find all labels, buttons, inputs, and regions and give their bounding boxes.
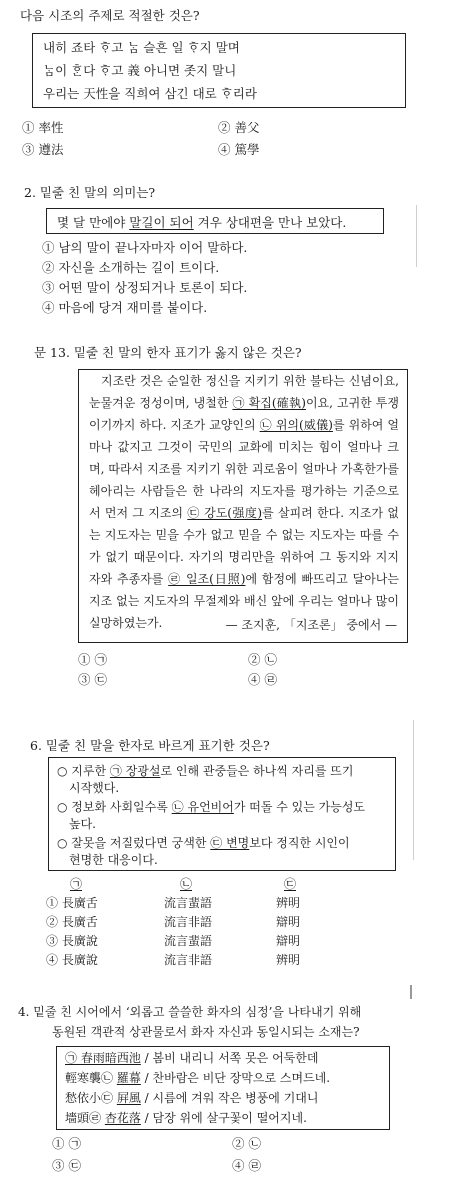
q13-option-1[interactable]: ① ㉠ [78, 652, 107, 667]
q6-bullet-1-cont: 시작했다. [69, 781, 120, 795]
col-header-b: ㉡ [180, 877, 193, 891]
q13-option-4[interactable]: ④ ㉣ [248, 672, 277, 687]
question-1-stem: 다음 시조의 주제로 적절한 것은? [20, 8, 200, 23]
question-4-stem-line-1: 4. 밑줄 친 시어에서 ‘외롭고 쓸쓸한 화자의 심정’을 나타내기 위해 [18, 1005, 362, 1019]
q6-option-3[interactable]: ③ 長廣說 [46, 934, 98, 948]
q6-option-1[interactable]: ① 長廣舌 [46, 896, 98, 910]
question-4-stem-line-2: 동원된 객관적 상관물로서 화자 자신과 동일시되는 소재는? [52, 1025, 360, 1039]
q13-underline-a: ㉠ 확집(確執) [232, 396, 306, 410]
q4-option-1[interactable]: ① ㉠ [52, 1136, 81, 1151]
q13-passage-text: 지조란 것은 순일한 정신을 지키기 위한 불타는 신념이요, 눈물겨운 정성이며, 냉철한 ㉠ 확집(確執)이요, 고귀한 투쟁이기까지 하다. 지조가 교양인의 ㉡ 위의(威儀)를 위하여 얼마나 값지고 그것이 국민의 교화에 미치는 힘이 얼마나 크며, 따라서 지조를 지키기 위한 괴로움이 얼마나 가혹한가를 헤아리는 사람들은 한 나라의 지도자를 평가하는 기준으로서 먼저 그 지조의 ㉢ 강도(强度)를 살피려 한다. 지조가 없는 지도자는 믿을 수가 없고 믿을 수 없는 지도자는 따를 수가 없기 때문이다. 자기의 명리만을 위하여 그 동지와 지지자와 추종자를 ㉣ 일조(日照)에 함정에 빠뜨리고 달아나는 지조 없는 지도자의 무절제와 배신 앞에 우리는 얼마나 많이 실망하였는가. [89, 374, 400, 630]
page-edge-mark [413, 720, 414, 860]
q4-poem-box [56, 1046, 390, 1130]
table-header-row [46, 874, 344, 893]
q13-option-3[interactable]: ③ ㉢ [78, 672, 107, 687]
q1-option-1[interactable]: ① 率性 [22, 120, 64, 135]
table-row[interactable] [46, 950, 344, 969]
q2-underlined-phrase: 말길이 되어 [129, 215, 194, 230]
q13-underline-c: ㉢ 강도(强度) [187, 506, 263, 520]
poem-underline-c: 屛風 [116, 1091, 141, 1105]
page-edge-mark [416, 205, 417, 267]
q4-option-3[interactable]: ③ ㉢ [52, 1158, 81, 1173]
table-cell: 流言蜚語 [164, 934, 213, 948]
q13-underline-b: ㉡ 위의(威儀) [259, 418, 333, 432]
q2-option-4[interactable]: ④ 마음에 당겨 재미를 붙이다. [42, 300, 208, 315]
q6-bullet-3-cont: 현명한 대응이다. [69, 853, 158, 867]
col-header-a: ㉠ [70, 877, 83, 891]
q2-option-3[interactable]: ③ 어떤 말이 상정되거나 토론이 되다. [42, 280, 248, 295]
poem-line-3: 愁依小㉢ 屛風 / 시름에 겨워 작은 병풍에 기대니 [65, 1091, 319, 1105]
q6-underline-b: ㉡ 유언비어 [171, 800, 234, 814]
q6-answer-table [46, 874, 344, 969]
q6-underline-a: ㉠ 장광설 [109, 764, 161, 778]
q6-bullet-3: ○ 잘못을 저질렀다면 궁색한 ㉢ 변명보다 정직한 시인이 [57, 836, 350, 850]
page-edge-mark [410, 985, 412, 999]
table-cell: 流言蜚語 [164, 896, 213, 910]
q2-option-1[interactable]: ① 남의 말이 끝나자마자 이어 말하다. [42, 240, 248, 255]
q1-option-3[interactable]: ③ 遵法 [22, 142, 64, 157]
table-row[interactable] [46, 912, 344, 931]
poem-line-2: 輕寒襲㉡ 羅幕 / 찬바람은 비단 장막으로 스며드네. [65, 1071, 331, 1085]
q13-source: — 조지훈, 「지조론」 중에서 — [225, 618, 397, 632]
table-row[interactable] [46, 893, 344, 912]
col-header-c: ㉢ [284, 877, 297, 891]
poem-underline-a: ㉠ 春雨暗西池 [65, 1051, 141, 1065]
sijo-line-3: 우리는 天性을 직희여 삼긴 대로 ᄒᆞ리라 [43, 86, 257, 101]
poem-underline-d: 杏花落 [104, 1111, 141, 1125]
q6-example-box [48, 757, 396, 871]
table-cell: 辯明 [276, 934, 301, 948]
q6-bullet-2-cont: 높다. [69, 817, 96, 831]
table-cell: 流言非語 [164, 915, 213, 929]
q6-bullet-2: ○ 정보화 사회일수록 ㉡ 유언비어가 떠돌 수 있는 가능성도 [57, 800, 366, 814]
q13-passage-box [78, 369, 408, 643]
sijo-box [32, 33, 406, 108]
question-6-stem: 6. 밑줄 친 말을 한자로 바르게 표기한 것은? [30, 738, 270, 753]
poem-line-4: 墻頭㉣ 杏花落 / 담장 위에 살구꽃이 떨어지네. [65, 1111, 307, 1125]
q6-option-4[interactable]: ④ 長廣說 [46, 953, 98, 967]
q2-example-sentence: 몇 달 만에야 말길이 되어 겨우 상대편을 만나 보았다. [57, 215, 347, 230]
question-13-stem: 문 13. 밑줄 친 말의 한자 표기가 옳지 않은 것은? [34, 345, 302, 360]
q1-option-4[interactable]: ④ 篤學 [218, 142, 260, 157]
q4-option-2[interactable]: ② ㉡ [232, 1136, 261, 1151]
table-cell: 辨明 [276, 896, 301, 910]
q2-option-2[interactable]: ② 자신을 소개하는 길이 트이다. [42, 260, 220, 275]
table-cell: 辨明 [276, 953, 301, 967]
table-cell: 辯明 [276, 915, 301, 929]
table-row[interactable] [46, 931, 344, 950]
table-cell: 流言非語 [164, 953, 213, 967]
poem-line-1: ㉠ 春雨暗西池 / 봄비 내리니 서쪽 못은 어둑한데 [65, 1051, 319, 1065]
sijo-line-2: ᄂᆞᆷ이 ᄒᆞᆫ다 ᄒᆞ고 義 아니면 좃지 말니 [43, 63, 237, 78]
q4-option-4[interactable]: ④ ㉣ [232, 1158, 261, 1173]
question-2-stem: 2. 밑줄 친 말의 의미는? [24, 185, 156, 200]
sijo-line-1: 내히 죠타 ᄒᆞ고 ᄂᆞᆷ 슬흔 일 ᄒᆞ지 말며 [43, 40, 240, 55]
q6-underline-c: ㉢ 변명 [210, 836, 250, 850]
q1-option-2[interactable]: ② 善父 [218, 120, 260, 135]
q6-option-2[interactable]: ② 長廣舌 [46, 915, 98, 929]
q6-bullet-1: ○ 지루한 ㉠ 장광설로 인해 관중들은 하나씩 자리를 뜨기 [57, 764, 354, 778]
q13-option-2[interactable]: ② ㉡ [248, 652, 277, 667]
q13-underline-d: ㉣ 일조(日照) [168, 572, 246, 586]
q2-example-box [46, 208, 384, 234]
poem-underline-b: 羅幕 [116, 1071, 141, 1085]
